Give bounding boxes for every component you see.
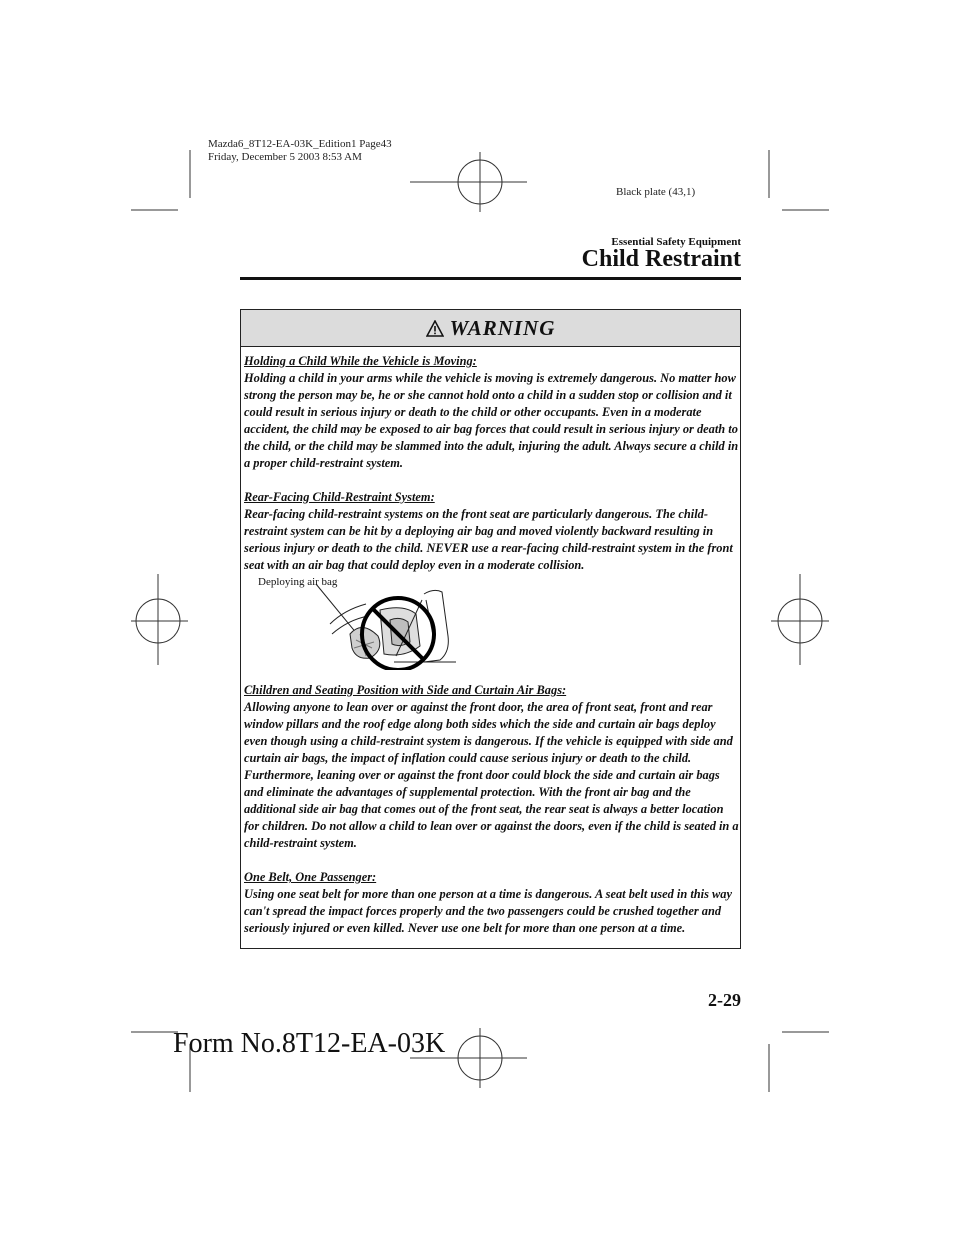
warning-text-rear-facing: Rear-facing child-restraint systems on the front seat are particularly dangerous. The child-restraint system can be hit by a deploying air bag and moved violently backward resulting in serious injury or death to the child. NEVER use a rear-facing child-restraint system in the front seat with an air bag that could deploy even in a moderate collision. (244, 507, 733, 572)
warning-heading-side-curtain: Children and Seating Position with Side and Curtain Air Bags: (244, 683, 567, 697)
page-number: 2-29 (708, 990, 741, 1010)
print-info-line2: Friday, December 5 2003 8:53 AM (208, 151, 362, 163)
warning-text-holding-child: Holding a child in your arms while the vehicle is moving is extremely dangerous. No matter how strong the person may be, he or she cannot hold onto a child in a sudden stop or collision and it could result in serious injury or death to the child or other occupants. Even in a moderate accident, the child may be exposed to air bag forces that could result in serious injury or death to the child, or the child may be slammed into the adult, injuring the adult. Always secure a child in a proper child-restraint system. (244, 371, 739, 470)
warning-box (240, 309, 741, 949)
chapter-title: Child Restraint (581, 246, 741, 272)
figure-caption: Deploying air bag (258, 576, 338, 588)
warning-heading-holding-child: Holding a Child While the Vehicle is Moving: (244, 354, 477, 368)
warning-text-side-curtain: Allowing anyone to lean over or against the front door, the area of front seat, front and rear window pillars and the roof edge along both sides which the side and curtain air bags deploy even though using a child-restraint system is dangerous. If the vehicle is equipped with side and curtain air bags, the impact of inflation could cause serious injury or death to the child. Furthermore, leaning over or against the front door could block the side and curtain air bags and eliminate the advantages of supplemental protection. With the front air bag and the additional side air bag that comes out of the front seat, the rear seat is always a better location for children. Do not allow a child to lean over or against the doors, even if the child is seated in a child-restraint system. (244, 700, 739, 850)
warning-triangle-icon (426, 320, 444, 337)
warning-heading-rear-facing: Rear-Facing Child-Restraint System: (244, 490, 435, 504)
plate-label: Black plate (43,1) (616, 186, 696, 198)
print-info (208, 138, 392, 164)
warning-text-one-belt: Using one seat belt for more than one person at a time is dangerous. A seat belt used in this way can't spread the impact forces properly and the two passengers could be crushed together and seriously injured or even killed. Never use one belt for more than one person at a time. (244, 887, 732, 935)
warning-body (241, 347, 740, 937)
warning-title: WARNING (449, 315, 556, 340)
header-rule (240, 277, 741, 280)
print-info-line1: Mazda6_8T12-EA-03K_Edition1 Page43 (208, 138, 392, 150)
form-number: Form No.8T12-EA-03K (173, 1028, 446, 1059)
section-title: Essential Safety Equipment (611, 236, 741, 248)
warning-heading-one-belt: One Belt, One Passenger: (244, 870, 377, 884)
warning-header (241, 310, 740, 347)
airbag-figure (244, 570, 740, 670)
